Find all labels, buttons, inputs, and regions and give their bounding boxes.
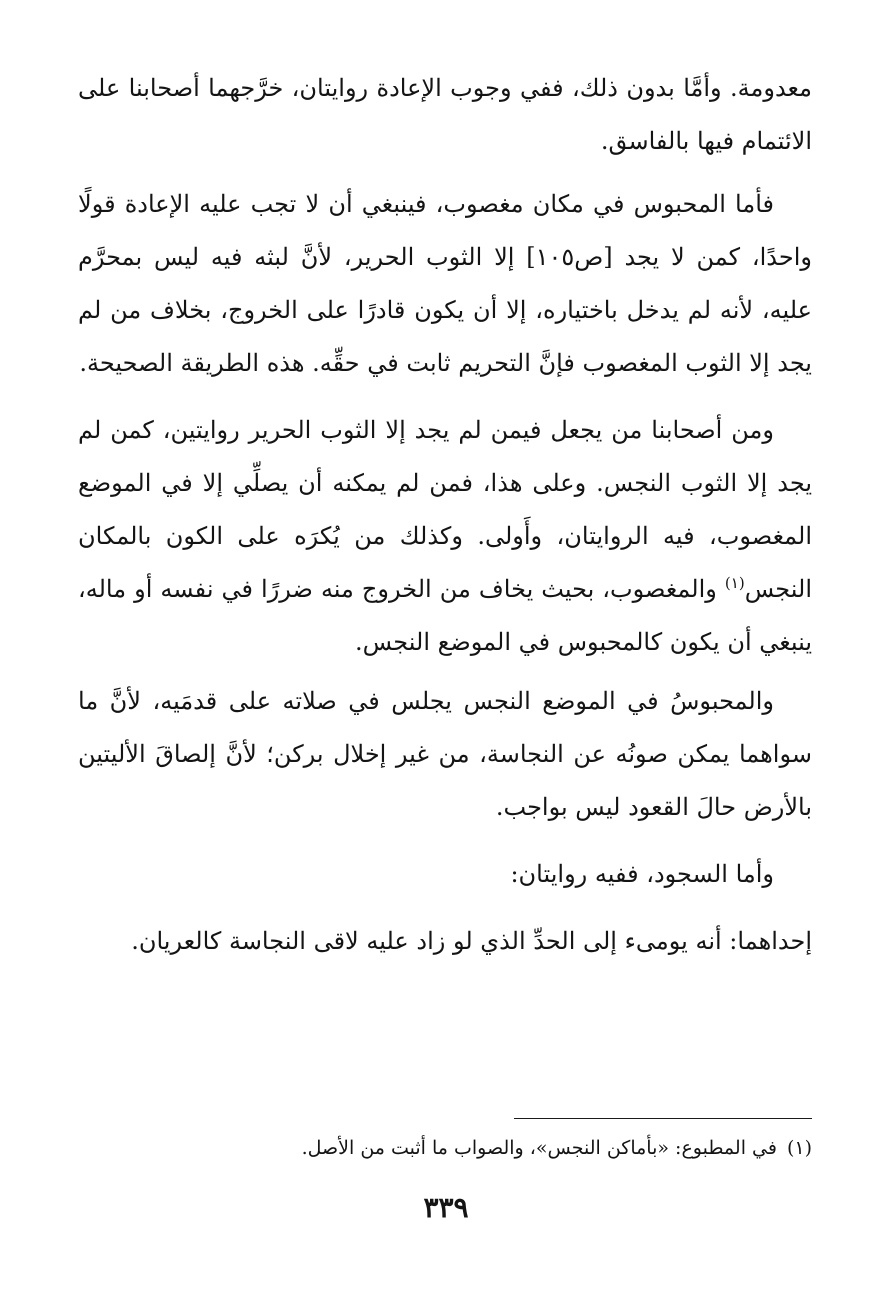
paragraph-2: فأما المحبوس في مكان مغصوب، فينبغي أن لا تجب عليه الإعادة قولًا واحدًا، كمن لا يجد [ص١٠٥] إلا الثوب الحرير، لأنَّ لبثه فيه ليس بمحرَّم عليه، لأنه لم يدخل باختياره، إلا أن يكون قادرًا على الخروج، بخلاف من لم يجد إلا الثوب المغصوب فإنَّ التحريم ثابت في حقِّه. هذه الطريقة الصحيحة. — [78, 190, 812, 377]
footnote — [78, 1128, 812, 1168]
footnote-reference: (١) — [724, 574, 745, 592]
paragraph-4: والمحبوسُ في الموضع النجس يجلس في صلاته على قدمَيه، لأنَّ ما سواهما يمكن صونُه عن النجاسة، من غير إخلال بركن؛ لأنَّ إلصاقَ الأليتين بالأرض حالَ القعود ليس بواجب. — [78, 687, 812, 821]
page-body — [78, 62, 812, 968]
footnote-text: في المطبوع: «بأماكن النجس»، والصواب ما أثبت من الأصل. — [301, 1137, 777, 1159]
paragraph-3-text-b: والمغصوب، بحيث يخاف من الخروج منه ضررًا في نفسه أو ماله، ينبغي أن يكون كالمحبوس في الموضع النجس. — [78, 575, 812, 656]
paragraph-3-text-a: ومن أصحابنا من يجعل فيمن لم يجد إلا الثوب الحرير روايتين، كمن لم يجد إلا الثوب النجس. وعلى هذا، فمن لم يمكنه أن يصلِّي إلا في الموضع المغصوب، فيه الروايتان، وأَولى. وكذلك من يُكرَه على الكون بالمكان النجس — [78, 416, 812, 603]
footnote-number: (١) — [786, 1137, 812, 1159]
paragraph-6: إحداهما: أنه يومىء إلى الحدِّ الذي لو زاد عليه لاقى النجاسة كالعريان. — [131, 927, 812, 955]
paragraph-3 — [78, 404, 812, 669]
paragraph-5: وأما السجود، ففيه روايتان: — [510, 860, 774, 888]
paragraph-1: معدومة. وأمَّا بدون ذلك، ففي وجوب الإعادة روايتان، خرَّجهما أصحابنا على الائتمام فيها بالفاسق. — [78, 74, 812, 155]
footnote-divider — [514, 1118, 812, 1119]
page-number: ٣٣٩ — [423, 1191, 469, 1224]
